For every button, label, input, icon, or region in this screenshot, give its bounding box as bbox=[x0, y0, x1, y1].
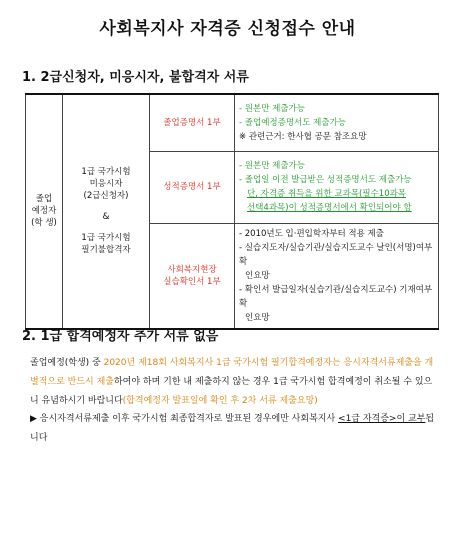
doc-details-cell bbox=[235, 223, 439, 329]
issuance-note bbox=[30, 410, 438, 448]
doc-details-cell bbox=[235, 94, 439, 151]
notice-text: 졸업예정(학생) 중 bbox=[30, 358, 104, 368]
note-text: 됩니다 bbox=[30, 414, 435, 443]
doc-name: 사회복지현장 bbox=[167, 264, 217, 275]
detail-item: - 실습지도자/실습기관/실습지도교수 날인(서명)여부 확 bbox=[239, 242, 433, 267]
applicant-type-line: 졸업 bbox=[35, 194, 53, 205]
applicant-group-cell bbox=[63, 94, 150, 329]
applicant-type-line: 예정자 bbox=[31, 206, 57, 217]
group-line: 1급 국가시험 bbox=[81, 233, 131, 244]
notice-highlight: 2020년 제18회 사회복지사 1급 국가시험 필기합격예정자는 응시자격서류제출을 개별적으로 반드시 제출 bbox=[30, 358, 434, 387]
note-underlined: <1급 자격증>이 교부 bbox=[338, 414, 426, 424]
doc-name: 졸업증명서 1부 bbox=[163, 117, 221, 128]
group-line: (2급신청자) bbox=[83, 191, 129, 202]
detail-underlined: 선택4과목)이 성적증명서에서 확인되어야 함 bbox=[247, 203, 412, 213]
detail-item: 인요망 bbox=[245, 270, 270, 281]
notice-paragraph bbox=[30, 354, 438, 411]
detail-item: 인요망 bbox=[245, 312, 270, 323]
notice-text: 하여야 하며 기한 내 제출하지 않는 경우 1급 국가시험 합격예정이 취소될 수 있으니 유념하시기 바랍니다 bbox=[30, 377, 433, 406]
group-ampersand: & bbox=[102, 212, 110, 223]
note-text: ▶ 응시자격서류제출 이후 국가시험 최종합격자로 발표된 경우에만 사회복지사 bbox=[30, 414, 339, 424]
doc-details-cell bbox=[235, 151, 439, 223]
doc-name-cell bbox=[150, 223, 235, 329]
detail-item: - 원본만 제출가능 bbox=[239, 161, 305, 171]
requirements-table bbox=[25, 93, 439, 330]
detail-item: - 졸업일 이전 발급받은 성적증명서도 제출가능 bbox=[239, 175, 412, 185]
detail-underlined: 단, 자격증 취득을 위한 교과목(필수10과목 bbox=[247, 189, 407, 199]
section2-heading: 2. 1급 합격예정자 추가 서류 없음 bbox=[22, 329, 219, 344]
applicant-type-line: (학 생) bbox=[31, 218, 57, 229]
doc-name: 실습확인서 1부 bbox=[163, 276, 221, 287]
group-line: 1급 국가시험 bbox=[81, 167, 131, 178]
detail-item: - 졸업예정증명서도 제출가능 bbox=[239, 117, 347, 128]
detail-item: - 원본만 제출가능 bbox=[239, 103, 305, 114]
detail-item: - 2010년도 입·편입학자부터 적용 제출 bbox=[239, 228, 384, 239]
notice-highlight: (합격예정자 발표일에 확인 후 2차 서류 제출요망) bbox=[122, 396, 318, 406]
section1-heading: 1. 2급신청자, 미응시자, 불합격자 서류 bbox=[22, 70, 249, 85]
doc-name: 성적증명서 1부 bbox=[163, 182, 221, 192]
detail-note: ※ 관련근거: 한사협 공문 참조요망 bbox=[239, 131, 367, 142]
doc-name-cell bbox=[150, 94, 235, 151]
page-title: 사회복지사 자격증 신청접수 안내 bbox=[99, 19, 356, 39]
group-line: 필기불합격자 bbox=[81, 245, 131, 256]
group-line: 미응시자 bbox=[89, 179, 123, 190]
applicant-type-cell bbox=[26, 94, 63, 329]
doc-name-cell bbox=[150, 151, 235, 223]
detail-item: - 확인서 발급일자(실습기관/실습지도교수) 기재여부 확 bbox=[239, 284, 433, 309]
